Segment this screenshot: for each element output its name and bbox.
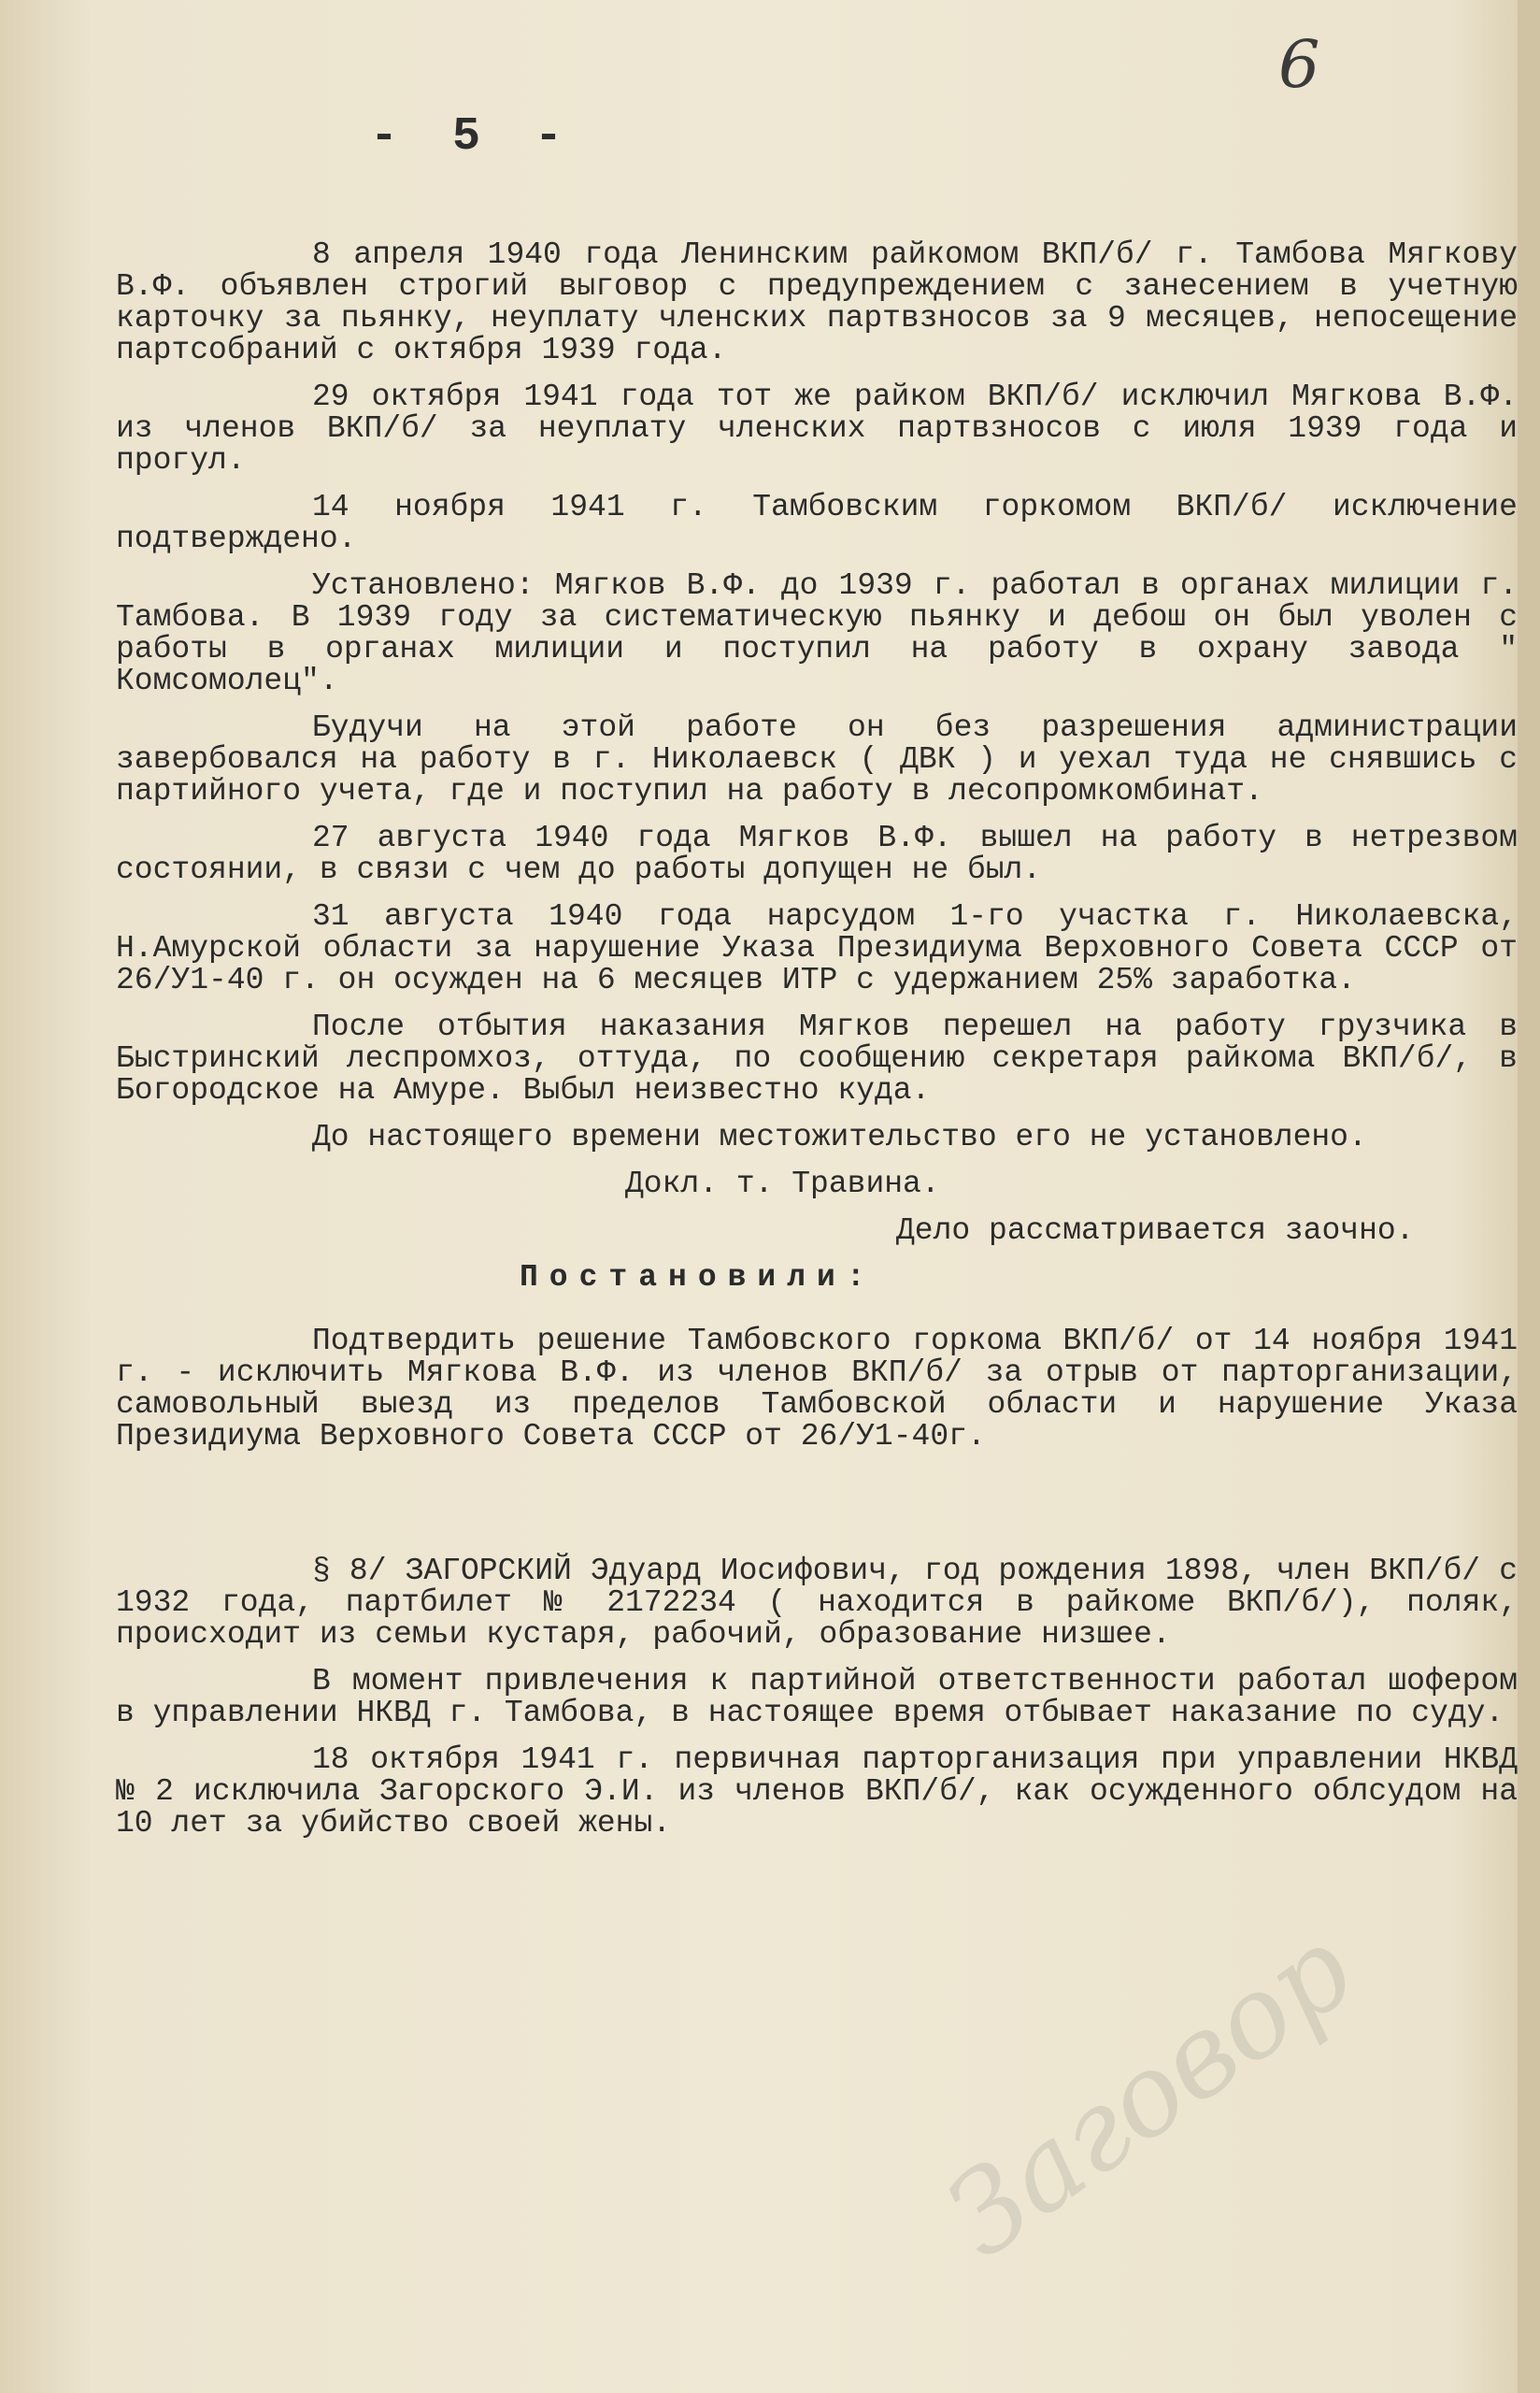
report-line: Докл. т. Травина.	[625, 1167, 940, 1201]
document-body	[116, 239, 1518, 1855]
paragraph-established: Установлено: Мягков В.Ф. до 1939 г. работал в органах милиции г. Тамбова. В 1939 году за систематическую пьянку и дебош он был уволен с работы в органах милиции и поступил на работу в охрану завода " Комсомолец".	[116, 568, 1518, 698]
paragraph-reprimand: 8 апреля 1940 года Ленинским райкомом ВКП/б/ г. Тамбова Мягкову В.Ф. объявлен строгий выговор с предупреждением с занесением в учетную карточку за пьянку, неуплату членских партвзносов за 9 месяцев, непосещение партсобраний с октября 1939 года.	[116, 237, 1518, 367]
resolution-text: Подтвердить решение Тамбовского горкома ВКП/б/ от 14 ноября 1941 г. - исключить Мягкова В.Ф. из членов ВКП/б/ за отрыв от парторганизации, самовольный выезд из пределов Тамбовской области и нарушение Указа Президиума Верховного Совета СССР от 26/У1-40г.	[116, 1324, 1518, 1454]
paragraph-expulsion: 29 октября 1941 года тот же райком ВКП/б/ исключил Мягкова В.Ф. из членов ВКП/б/ за неуплату членских партвзносов с июля 1939 года и прогул.	[116, 380, 1518, 478]
section-8-job: В момент привлечения к партийной ответственности работал шофером в управлении НКВД г. Тамбова, в настоящее время отбывает наказание по суду.	[116, 1664, 1518, 1730]
paragraph-after-sentence: После отбытия наказания Мягков перешел на работу грузчика в Быстринский леспромхоз, оттуда, по сообщению секретаря райкома ВКП/б/, в Богородское на Амуре. Выбыл неизвестно куда.	[116, 1010, 1518, 1108]
resolved-heading: Постановили:	[520, 1260, 877, 1295]
paragraph-confirmation: 14 ноября 1941 г. Тамбовским горкомом ВКП/б/ исключение подтверждено.	[116, 490, 1518, 556]
page-number: - 5 -	[370, 110, 577, 164]
paragraph-residence: До настоящего времени местожительство его не установлено.	[312, 1120, 1367, 1154]
paragraph-drunk: 27 августа 1940 года Мягков В.Ф. вышел на работу в нетрезвом состоянии, в связи с чем до работы допущен не был.	[116, 821, 1518, 887]
watermark-stamp: Заговор	[923, 1904, 1376, 2284]
paragraph-court: 31 августа 1940 года нарсудом 1-го участка г. Николаевска, Н.Амурской области за нарушение Указа Президиума Верховного Совета СССР от 26/У1-40 г. он осужден на 6 месяцев ИТР с удержанием 25% заработка.	[116, 899, 1518, 997]
paragraph-recruitment: Будучи на этой работе он без разрешения администрации завербовался на работу в г. Николаевск ( ДВК ) и уехал туда не снявшись с партийного учета, где и поступил на работу в лесопромкомбинат.	[116, 710, 1518, 809]
absentia-line: Дело рассматривается заочно.	[896, 1213, 1415, 1248]
section-8-header: § 8/ ЗАГОРСКИЙ Эдуард Иосифович, год рождения 1898, член ВКП/б/ с 1932 года, партбилет № 2172234 ( находится в райкоме ВКП/б/), поляк, происходит из семьи кустаря, рабочий, образование низшее.	[116, 1554, 1518, 1652]
archive-page-number: 6	[1278, 26, 1320, 103]
section-8-expulsion: 18 октября 1941 г. первичная парторганизация при управлении НКВД № 2 исключила Загорского Э.И. из членов ВКП/б/, как осужденного облсудом на 10 лет за убийство своей жены.	[116, 1742, 1518, 1841]
section-gap	[116, 1484, 1518, 1555]
paper-edge	[1518, 0, 1540, 2393]
